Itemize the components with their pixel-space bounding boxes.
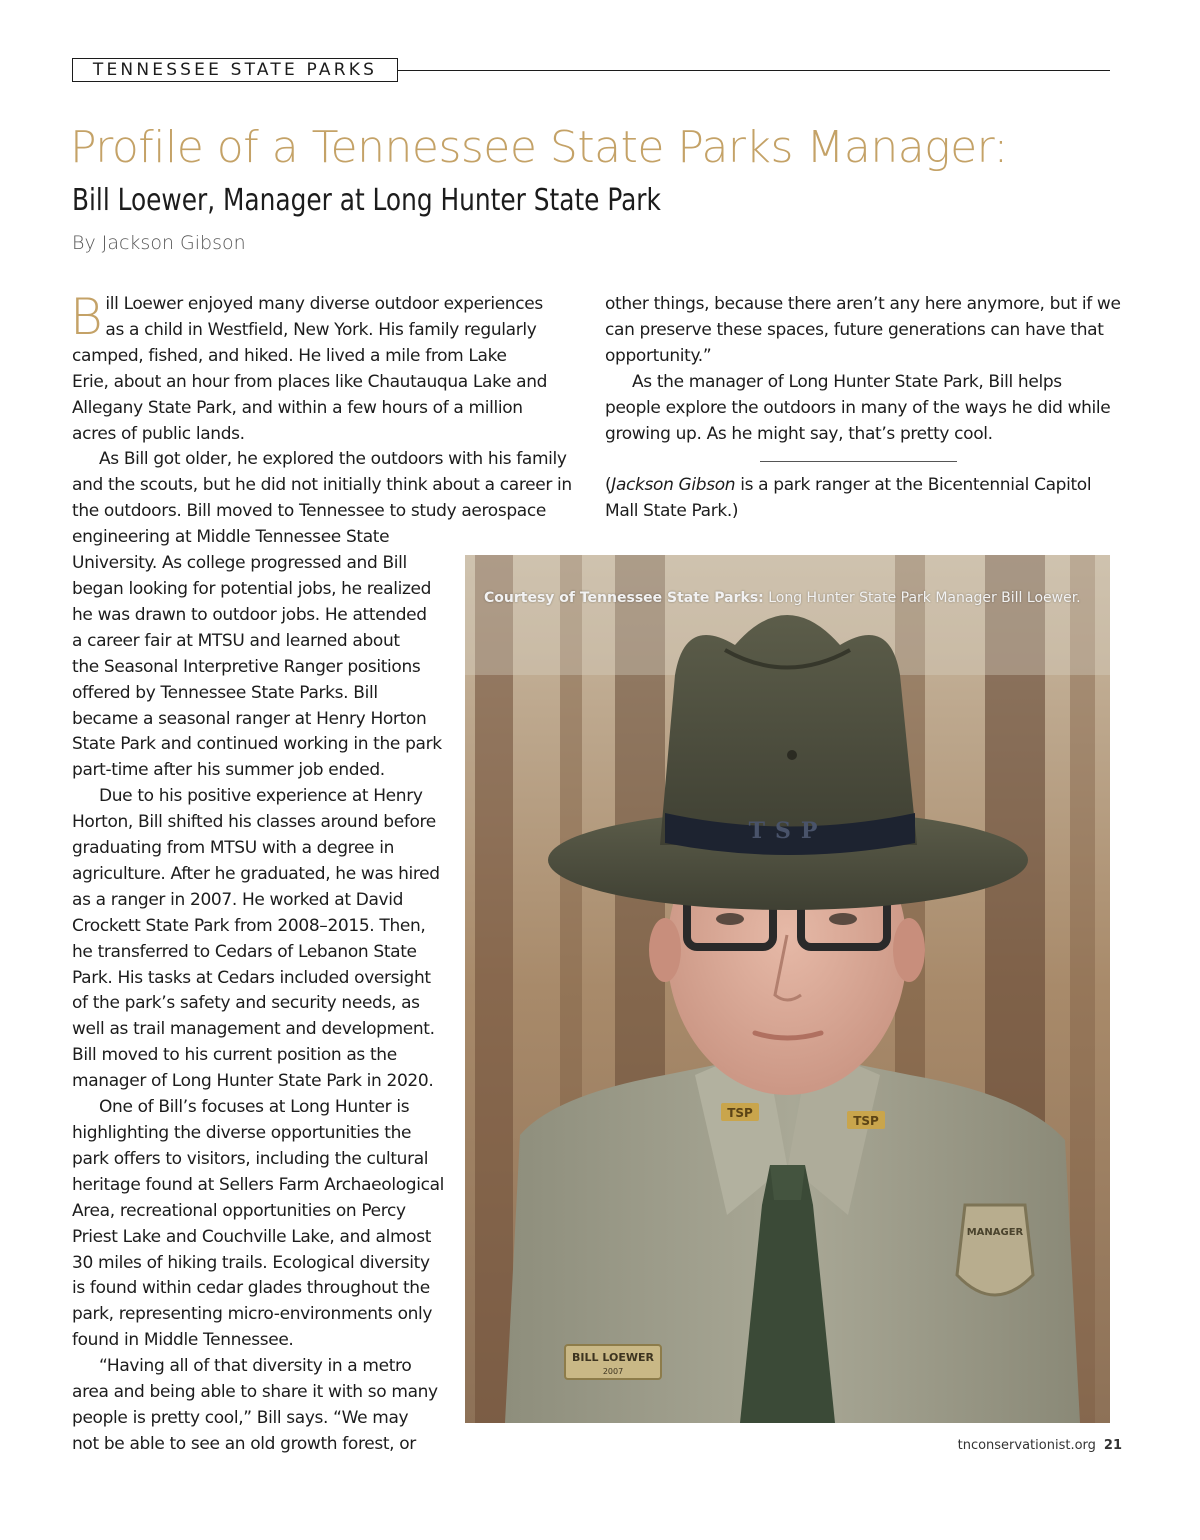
- text-line: found in Middle Tennessee.: [72, 1330, 294, 1351]
- text-line: Allegany State Park, and within a few hours of a million: [72, 397, 523, 418]
- text-line: he transferred to Cedars of Lebanon State: [72, 941, 417, 962]
- name-tag: BILL LOEWER: [572, 1351, 654, 1364]
- text-line: Due to his positive experience at Henry: [99, 786, 423, 807]
- text-line: people explore the outdoors in many of the ways he did while: [605, 397, 1111, 418]
- text-line: people is pretty cool,” Bill says. “We may: [72, 1407, 409, 1428]
- article-column-2: [605, 292, 1120, 447]
- bio-line1: is a park ranger at the Bicentennial Capitol: [735, 475, 1092, 495]
- article-subtitle: Bill Loewer, Manager at Long Hunter State Park: [72, 183, 661, 218]
- text-line: is found within cedar glades throughout the: [72, 1278, 430, 1299]
- text-line: As Bill got older, he explored the outdoors with his family: [99, 449, 567, 470]
- paragraph: [605, 292, 1120, 370]
- bio-author-name: Jackson Gibson: [611, 475, 736, 495]
- text-line: acres of public lands.: [72, 423, 245, 444]
- collar-pin-right: TSP: [853, 1114, 879, 1128]
- text-line: the outdoors. Bill moved to Tennessee to study aerospace: [72, 501, 546, 522]
- text-line: University. As college progressed and Bill: [72, 553, 407, 574]
- text-line: other things, because there aren’t any here anymore, but if we: [605, 294, 1121, 314]
- hatband-text: TSP: [748, 818, 828, 844]
- text-line: camped, fished, and hiked. He lived a mile from Lake: [72, 345, 507, 366]
- paragraph: [70, 288, 572, 447]
- text-line: the Seasonal Interpretive Ranger positions: [72, 656, 421, 677]
- text-line: growing up. As he might say, that’s pretty cool.: [605, 423, 993, 444]
- text-line: Erie, about an hour from places like Chautauqua Lake and: [72, 371, 548, 392]
- text-line: opportunity.”: [605, 345, 712, 366]
- text-line: engineering at Middle Tennessee State: [72, 527, 390, 548]
- footer-site: tnconservationist.org: [957, 1438, 1096, 1453]
- section-tag: TENNESSEE STATE PARKS: [72, 58, 398, 82]
- text-line: can preserve these spaces, future generations can have that: [605, 319, 1104, 340]
- text-line: area and being able to share it with so many: [72, 1382, 438, 1403]
- badge-text: MANAGER: [966, 1227, 1024, 1238]
- text-line: Priest Lake and Couchville Lake, and almost: [72, 1226, 432, 1247]
- text-line: offered by Tennessee State Parks. Bill: [72, 682, 378, 703]
- text-line: ill Loewer enjoyed many diverse outdoor experiences: [105, 294, 543, 314]
- text-line: One of Bill’s focuses at Long Hunter is: [99, 1097, 410, 1118]
- caption-text: Long Hunter State Park Manager Bill Loewer.: [763, 590, 1081, 606]
- text-line: and the scouts, but he did not initially think about a career in: [72, 475, 572, 496]
- name-tag-year: 2007: [602, 1367, 624, 1376]
- text-line: agriculture. After he graduated, he was hired: [72, 863, 440, 884]
- drop-cap: B: [70, 288, 103, 346]
- text-line: part-time after his summer job ended.: [72, 760, 385, 781]
- byline: By Jackson Gibson: [72, 232, 246, 254]
- text-line: of the park’s safety and security needs, as: [72, 993, 420, 1014]
- author-bio: [605, 473, 1120, 525]
- text-line: highlighting the diverse opportunities the: [72, 1123, 412, 1143]
- page-number: 21: [1103, 1438, 1122, 1453]
- text-line: a career fair at MTSU and learned about: [72, 630, 400, 651]
- header-rule: [398, 70, 1110, 71]
- text-line: park, representing micro-environments only: [72, 1304, 433, 1325]
- ranger-photo: [465, 555, 1110, 1423]
- bio-divider: [760, 461, 957, 462]
- text-line: Horton, Bill shifted his classes around before: [72, 812, 436, 833]
- text-line: well as trail management and development.: [72, 1019, 435, 1040]
- text-line: not be able to see an old growth forest, or: [72, 1433, 416, 1454]
- text-line: Area, recreational opportunities on Percy: [72, 1200, 406, 1221]
- text-line: As the manager of Long Hunter State Park, Bill helps: [632, 371, 1062, 392]
- text-line: manager of Long Hunter State Park in 2020.: [72, 1071, 434, 1092]
- text-line: became a seasonal ranger at Henry Horton: [72, 708, 427, 729]
- text-line: Crockett State Park from 2008–2015. Then,: [72, 915, 426, 936]
- text-line: began looking for potential jobs, he realized: [72, 578, 432, 599]
- bio-open-paren: (: [605, 475, 612, 495]
- text-line: “Having all of that diversity in a metro: [99, 1356, 412, 1377]
- caption-credit: Courtesy of Tennessee State Parks:: [484, 590, 764, 606]
- text-line: heritage found at Sellers Farm Archaeological: [72, 1174, 445, 1195]
- text-line: as a child in Westfield, New York. His family regularly: [105, 319, 537, 340]
- text-line: 30 miles of hiking trails. Ecological diversity: [72, 1252, 430, 1273]
- paragraph: [605, 370, 1120, 448]
- collar-pin-left: TSP: [727, 1106, 753, 1120]
- text-line: he was drawn to outdoor jobs. He attended: [72, 604, 427, 625]
- text-line: as a ranger in 2007. He worked at David: [72, 889, 404, 910]
- text-line: park offers to visitors, including the cultural: [72, 1148, 429, 1169]
- text-line: Park. His tasks at Cedars included oversight: [72, 967, 431, 988]
- text-line: graduating from MTSU with a degree in: [72, 838, 395, 859]
- text-line: Bill moved to his current position as the: [72, 1045, 397, 1066]
- text-line: State Park and continued working in the park: [72, 734, 442, 755]
- photo-caption: [484, 587, 1104, 609]
- article-title: Profile of a Tennessee State Parks Manager:: [70, 122, 1008, 173]
- page-footer: [958, 1438, 1122, 1453]
- bio-line2: Mall State Park.): [605, 500, 739, 521]
